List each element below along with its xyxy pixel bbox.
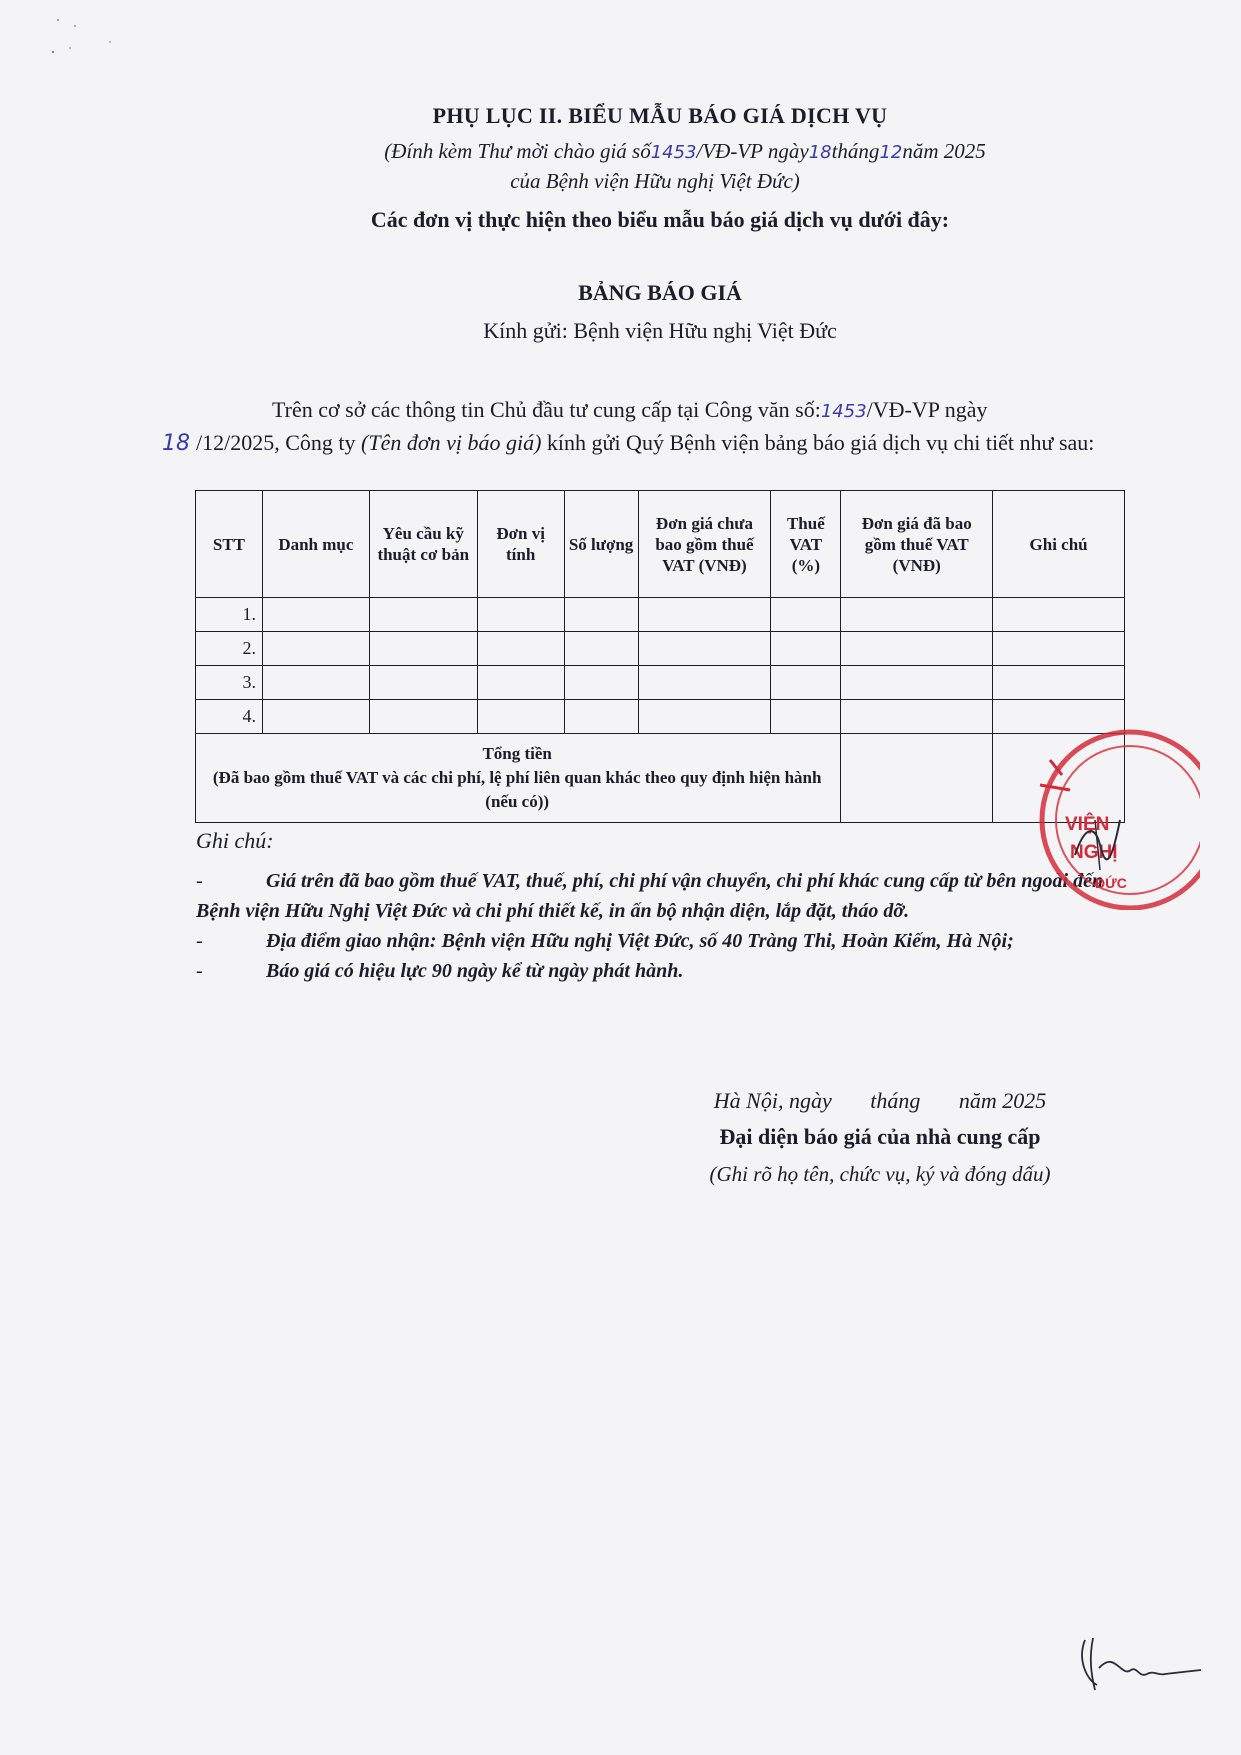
header-danh-muc: Danh mục bbox=[262, 491, 369, 598]
note-dash: - bbox=[196, 870, 203, 892]
note-text: Giá trên đã bao gồm thuế VAT, thuế, phí, chi phí vận chuyển, chi phí khác cung cấp từ bên ngoài đến Bệnh viện Hữu Nghị Việt Đức và chi phí thiết kế, in ấn bộ nhận diện, lắp đặt, tháo dỡ. bbox=[196, 870, 1104, 922]
stamp-text-3: ĐỨC bbox=[1095, 875, 1127, 891]
quote-title: BẢNG BÁO GIÁ bbox=[578, 280, 742, 305]
initial-mark bbox=[1065, 815, 1125, 875]
row-stt: 3. bbox=[196, 666, 263, 700]
total-label: Tổng tiền bbox=[482, 744, 552, 763]
instruction-heading: Các đơn vị thực hiện theo biểu mẫu báo giá dịch vụ dưới đây: bbox=[370, 207, 950, 232]
table-row bbox=[196, 632, 1125, 666]
attach-prefix: (Đính kèm Thư mời chào giá số bbox=[384, 139, 651, 163]
header-don-gia-da-vat: Đơn giá đã bao gồm thuế VAT (VNĐ) bbox=[841, 491, 993, 598]
attachment-reference bbox=[250, 139, 1120, 164]
scan-specks bbox=[50, 14, 130, 64]
header-ghi-chu: Ghi chú bbox=[993, 491, 1125, 598]
notes-title bbox=[196, 826, 1126, 856]
row-stt: 2. bbox=[196, 632, 263, 666]
header-so-luong: Số lượng bbox=[564, 491, 638, 598]
table-row bbox=[196, 598, 1125, 632]
recipient-line: Kính gửi: Bệnh viện Hữu nghị Việt Đức bbox=[483, 318, 837, 343]
total-label-cell bbox=[196, 734, 841, 823]
intro-text-d: kính gửi Quý Bệnh viện bảng báo giá dịch vụ chi tiết như sau: bbox=[541, 430, 1095, 455]
handwritten-letter-number: 1453 bbox=[650, 142, 697, 163]
handwritten-intro-day: 18 bbox=[162, 431, 190, 456]
table-row bbox=[196, 700, 1125, 734]
note-text: Báo giá có hiệu lực 90 ngày kể từ ngày phát hành. bbox=[266, 960, 684, 982]
header-thue-vat: Thuế VAT (%) bbox=[771, 491, 841, 598]
signature-title: Đại diện báo giá của nhà cung cấp bbox=[719, 1124, 1041, 1149]
attach-year: năm 2025 bbox=[902, 139, 986, 163]
intro-text-c: /12/2025, Công ty bbox=[196, 430, 362, 455]
appendix-title: PHỤ LỤC II. BIỂU MẪU BÁO GIÁ DỊCH VỤ bbox=[432, 103, 888, 128]
row-stt: 4. bbox=[196, 700, 263, 734]
handwritten-day: 18 bbox=[808, 142, 832, 163]
handwritten-month: 12 bbox=[879, 142, 903, 163]
total-value-cell bbox=[841, 734, 993, 823]
note-item bbox=[196, 866, 1126, 926]
signature-scribble bbox=[1075, 1630, 1205, 1700]
stamp-text-2: NGHỊ bbox=[1070, 842, 1118, 863]
row-stt: 1. bbox=[196, 598, 263, 632]
notes-title-text: Ghi chú: bbox=[196, 828, 274, 853]
intro-paragraph bbox=[162, 394, 1126, 459]
table-header-row bbox=[196, 491, 1125, 598]
attach-month-label: tháng bbox=[831, 139, 880, 163]
signature-date-line: Hà Nội, ngày tháng năm 2025 bbox=[713, 1088, 1047, 1113]
quote-table bbox=[195, 490, 1125, 823]
note-item bbox=[196, 956, 1126, 986]
table-row bbox=[196, 666, 1125, 700]
intro-company-placeholder: (Tên đơn vị báo giá) bbox=[361, 430, 542, 455]
header-don-gia-chua-vat: Đơn giá chưa bao gồm thuế VAT (VNĐ) bbox=[638, 491, 771, 598]
intro-text-b: /VĐ-VP ngày bbox=[866, 397, 988, 422]
handwritten-dispatch-number: 1453 bbox=[820, 401, 867, 422]
total-row bbox=[196, 734, 1125, 823]
intro-text-a: Trên cơ sở các thông tin Chủ đầu tư cung cấp tại Công văn số: bbox=[272, 397, 821, 422]
note-text: Địa điểm giao nhận: Bệnh viện Hữu nghị Việt Đức, số 40 Tràng Thi, Hoàn Kiếm, Hà Nội; bbox=[266, 930, 1014, 952]
stamp-text-1: VIỆN bbox=[1065, 814, 1110, 835]
header-yeu-cau: Yêu cầu kỹ thuật cơ bản bbox=[369, 491, 477, 598]
note-dash: - bbox=[196, 930, 203, 952]
header-don-vi: Đơn vị tính bbox=[477, 491, 564, 598]
notes-list bbox=[196, 866, 1126, 986]
note-item bbox=[196, 926, 1126, 956]
note-dash: - bbox=[196, 960, 203, 982]
total-note: (Đã bao gồm thuế VAT và các chi phí, lệ phí liên quan khác theo quy định hiện hành (nếu có)) bbox=[212, 768, 822, 811]
header-stt: STT bbox=[196, 491, 263, 598]
attach-mid: /VĐ-VP ngày bbox=[696, 139, 809, 163]
attachment-reference-line2: của Bệnh viện Hữu nghị Việt Đức) bbox=[510, 169, 800, 193]
signature-note: (Ghi rõ họ tên, chức vụ, ký và đóng dấu) bbox=[709, 1162, 1051, 1186]
